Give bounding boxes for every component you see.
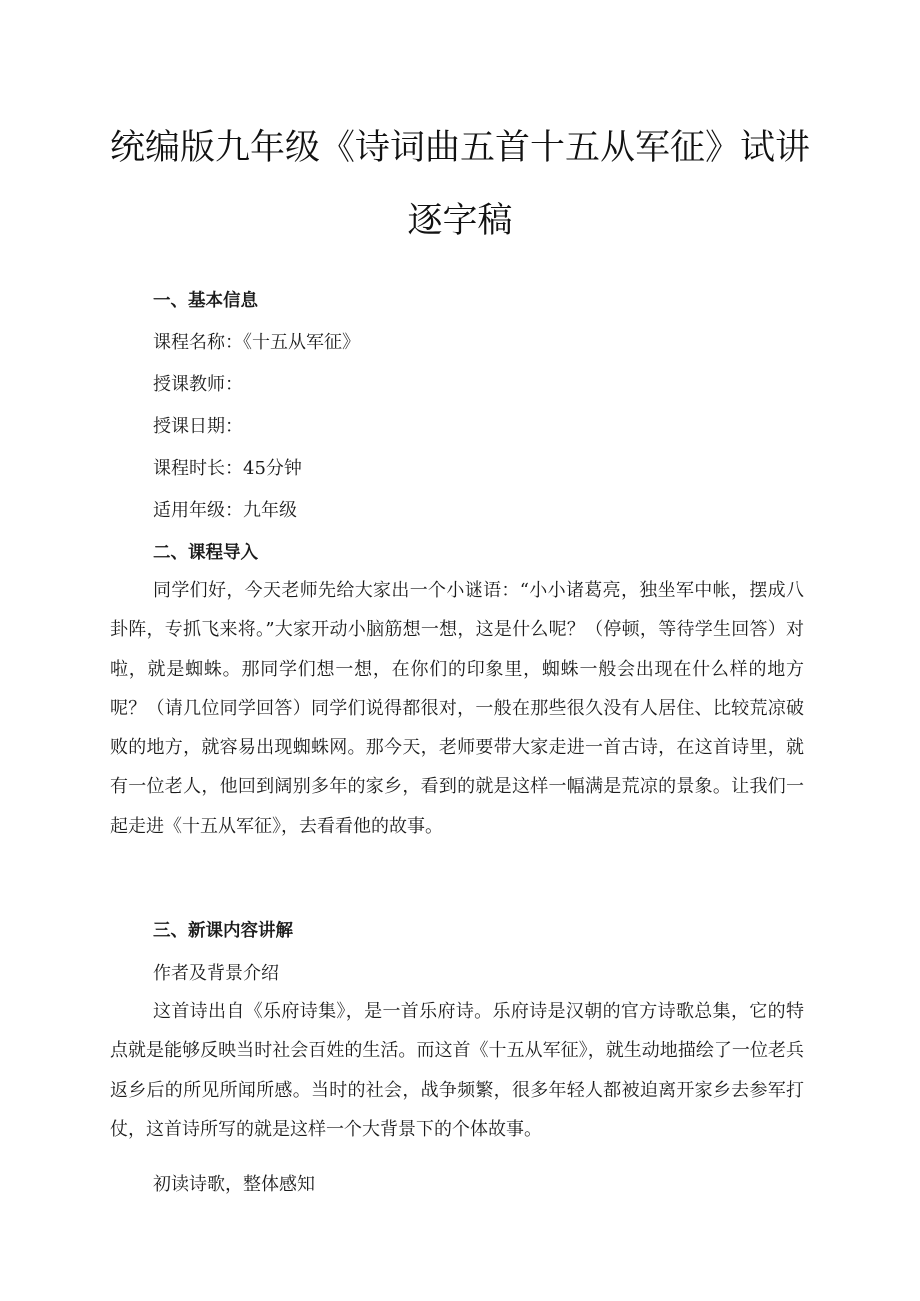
date-field: 授课日期： [153, 416, 243, 437]
section1-heading: 一、基本信息 [153, 291, 258, 311]
duration-field: 课程时长：45分钟 [153, 458, 302, 479]
course-name-field: 课程名称：《十五从军征》 [153, 332, 360, 353]
document-title-line2: 逐字稿 [407, 201, 513, 241]
section3-heading: 三、新课内容讲解 [153, 921, 293, 941]
grade-field: 适用年级：九年级 [153, 500, 297, 521]
first-reading-subheading: 初读诗歌，整体感知 [153, 1174, 315, 1195]
background-paragraph: 这首诗出自《乐府诗集》，是一首乐府诗。乐府诗是汉朝的官方诗歌总集，它的特点就是能够反映当时社会百姓的生活。而这首《十五从军征》，就生动地描绘了一位老兵返乡后的所见所闻所感。当时的社会，战争频繁，很多年轻人都被迫离开家乡去参军打仗，这首诗所写的就是这样一个大背景下的个体故事。 [110, 1001, 804, 1140]
intro-paragraph: 同学们好，今天老师先给大家出一个小谜语：“小小诸葛亮，独坐军中帐，摆成八卦阵，专抓飞来将。”大家开动小脑筋想一想，这是什么呢？（停顿，等待学生回答）对啦，就是蜘蛛。那同学们想一想，在你们的印象里，蜘蛛一般会出现在什么样的地方呢？（请几位同学回答）同学们说得都很对，一般在那些很久没有人居住、比较荒凉破败的地方，就容易出现蜘蛛网。那今天，老师要带大家走进一首古诗，在这首诗里，就有一位老人，他回到阔别多年的家乡，看到的就是这样一幅满是荒凉的景象。让我们一起走进《十五从军征》，去看看他的故事。 [110, 580, 804, 837]
teacher-field: 授课教师： [153, 374, 243, 395]
document-title-line1: 统编版九年级《诗词曲五首十五从军征》试讲 [109, 128, 810, 168]
section2-heading: 二、课程导入 [153, 543, 258, 563]
background-subheading: 作者及背景介绍 [153, 963, 279, 984]
